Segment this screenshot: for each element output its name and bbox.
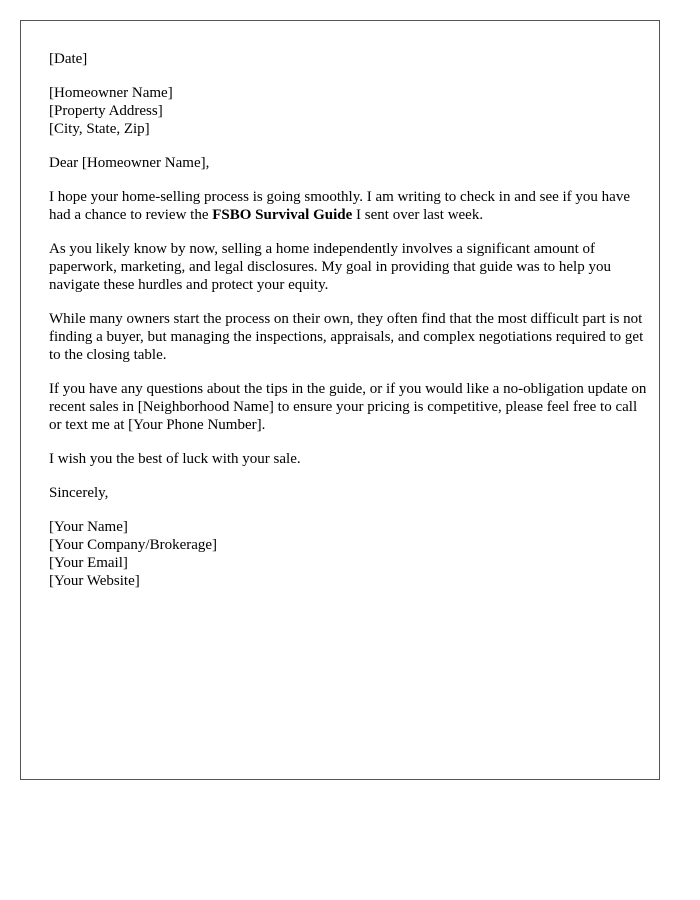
- signature-company: [Your Company/Brokerage]: [49, 537, 218, 553]
- signature-block: [49, 518, 649, 590]
- recipient-city-state-zip: [City, State, Zip]: [49, 121, 150, 137]
- recipient-address: [Property Address]: [49, 103, 163, 119]
- paragraph-well-wishes: I wish you the best of luck with your sale.: [49, 451, 301, 467]
- signature-name: [Your Name]: [49, 519, 128, 535]
- recipient-block: [49, 84, 649, 138]
- paragraph-challenges: While many owners start the process on their own, they often find that the most difficult part is not finding a buyer, but managing the inspections, appraisals, and complex negotiations required to get to the closing table.: [49, 311, 644, 363]
- paragraph-offer: If you have any questions about the tips in the guide, or if you would like a no-obligation update on recent sales in [Neighborhood Name] to ensure your pricing is competitive, please feel free to call or text me at [Your Phone Number].: [49, 381, 647, 433]
- letter-date: [Date]: [49, 51, 88, 67]
- closing: Sincerely,: [49, 485, 109, 501]
- paragraph-intro: [49, 188, 649, 224]
- guide-title: FSBO Survival Guide: [212, 207, 353, 223]
- paragraph-guide-purpose: As you likely know by now, selling a home independently involves a significant amount of paperwork, marketing, and legal disclosures. My goal in providing that guide was to help you navigate these hurdles and protect your equity.: [49, 241, 611, 293]
- paragraph-intro-before: I hope your home-selling process is going smoothly. I am writing to check in and see if you have had a chance to review the: [49, 189, 630, 223]
- recipient-name: [Homeowner Name]: [49, 85, 173, 101]
- letter-body: [49, 50, 649, 590]
- letter-frame: [20, 20, 660, 780]
- signature-website: [Your Website]: [49, 573, 140, 589]
- salutation: Dear [Homeowner Name],: [49, 155, 210, 171]
- signature-email: [Your Email]: [49, 555, 128, 571]
- paragraph-intro-after: I sent over last week.: [352, 207, 484, 223]
